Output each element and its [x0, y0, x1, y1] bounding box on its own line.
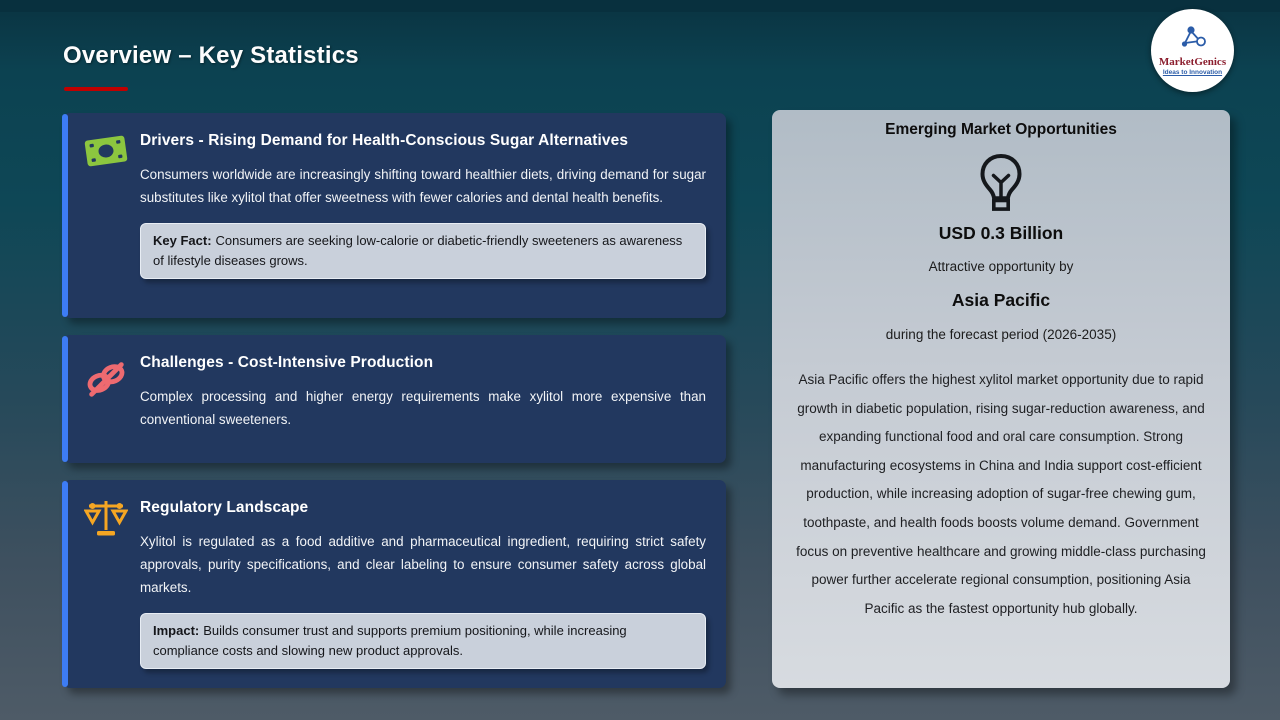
money-icon — [80, 130, 132, 182]
top-border-strip — [0, 0, 1280, 12]
page-title: Overview – Key Statistics — [63, 42, 359, 69]
key-fact-label: Key Fact: — [153, 233, 212, 248]
opportunity-subtitle: Attractive opportunity by — [928, 259, 1074, 274]
opportunity-panel — [772, 110, 1230, 688]
card-regulatory — [63, 480, 726, 688]
logo-name: MarketGenics — [1158, 56, 1227, 68]
card-title: Regulatory Landscape — [140, 499, 309, 516]
scales-icon — [80, 497, 132, 549]
key-fact-text: Consumers are seeking low-calorie or diabetic-friendly sweeteners as awareness of lifestyle diseases grows. — [153, 233, 683, 268]
card-accent-bar — [62, 336, 68, 462]
card-accent-bar — [62, 481, 68, 687]
card-body: Xylitol is regulated as a food additive and pharmaceutical ingredient, requiring strict safety approvals, purity specifications, and clear labeling to ensure consumer safety across global markets. — [140, 534, 706, 595]
opportunity-description: Asia Pacific offers the highest xylitol market opportunity due to rapid growth in diabetic population, rising sugar-reduction awareness, and expanding functional food and oral care consumption. Strong manufacturing ecosystems in China and India support cost-efficient production, while increasing adoption of sugar-free chewing gum, toothpaste, and health foods boosts volume demand. Government focus on preventive healthcare and growing middle-class purchasing power further accelerate regional consumption, positioning Asia Pacific as the fastest opportunity hub globally. — [796, 372, 1206, 616]
lightbulb-icon — [977, 152, 1025, 214]
broken-link-icon — [80, 356, 132, 408]
impact-box — [140, 613, 706, 669]
card-challenges — [63, 335, 726, 463]
card-drivers — [63, 113, 726, 318]
opportunity-value: USD 0.3 Billion — [938, 223, 1064, 243]
key-fact-box — [140, 223, 706, 279]
impact-label: Impact: — [153, 623, 200, 638]
card-title: Challenges - Cost-Intensive Production — [140, 354, 434, 371]
opportunity-region: Asia Pacific — [951, 290, 1051, 310]
molecule-icon — [1178, 25, 1208, 54]
logo-tagline: Ideas to Innovation — [1162, 69, 1223, 76]
card-body: Complex processing and higher energy requirements make xylitol more expensive than conventional sweeteners. — [140, 389, 706, 427]
impact-text: Builds consumer trust and supports premium positioning, while increasing compliance costs and slowing new product approvals. — [153, 623, 627, 658]
marketgenics-logo — [1151, 9, 1234, 92]
card-body: Consumers worldwide are increasingly shifting toward healthier diets, driving demand for sugar substitutes like xylitol that offer sweetness with fewer calories and dental health benefits. — [140, 167, 706, 205]
title-underline — [64, 87, 128, 91]
card-title: Drivers - Rising Demand for Health-Conscious Sugar Alternatives — [140, 132, 629, 149]
card-accent-bar — [62, 114, 68, 317]
panel-title: Emerging Market Opportunities — [885, 121, 1117, 138]
opportunity-period: during the forecast period (2026-2035) — [885, 327, 1117, 342]
